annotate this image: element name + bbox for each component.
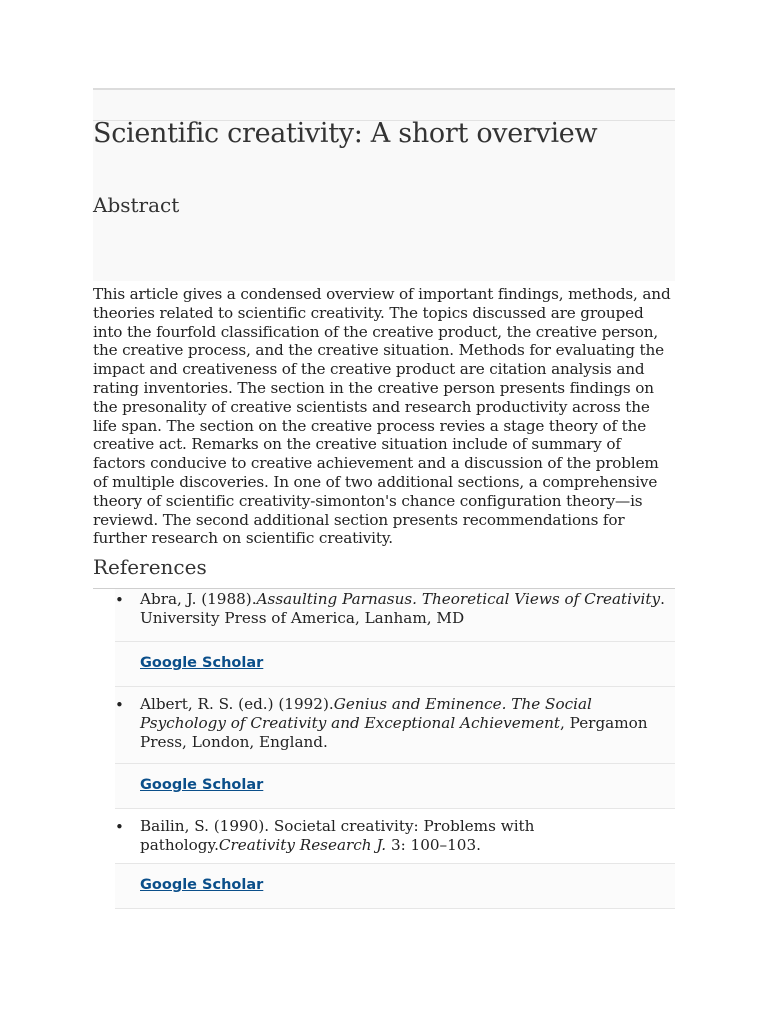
- reference-publisher: 3: 100–103.: [386, 835, 481, 854]
- header-band: [93, 88, 675, 232]
- bullet-icon: •: [115, 818, 124, 836]
- reference-item: [115, 687, 675, 809]
- abstract-text: This article gives a condensed overview of important findings, methods, and theories related to scientific creativity. The topics discussed are grouped into the fourfold classification of the creative product, the creative person, the creative process, and the creative situation. Methods for evaluating the impact and creativeness of the creative product are citation analysis and rating inventories. The section in the creative person presents findings on the presonality of creative scientists and research productivity across the life span. The section on the creative process revies a stage theory of the creative act. Remarks on the creative situation include of summary of factors conducive to creative achievement and a discussion of the problem of multiple discoveries. In one of two additional sections, a comprehensive theory of scientific creativity-simonton's chance configuration theory—is reviewd. The second additional section presents recommendations for further research on scientific creativity.: [93, 285, 671, 548]
- references-list: [115, 589, 675, 909]
- references-heading: References: [93, 555, 207, 579]
- reference-citation: [115, 589, 675, 641]
- reference-authors: Albert, R. S. (ed.) (1992).: [140, 695, 334, 713]
- google-scholar-row: [115, 763, 675, 808]
- article-title: Scientific creativity: A short overview: [93, 118, 598, 149]
- google-scholar-row: [115, 641, 675, 686]
- google-scholar-link[interactable]: Google Scholar: [140, 777, 264, 793]
- bullet-icon: •: [115, 696, 124, 714]
- abstract-spacer: [93, 229, 675, 281]
- google-scholar-row: [115, 863, 675, 908]
- google-scholar-link[interactable]: Google Scholar: [140, 877, 264, 893]
- reference-publisher: . University Press of America, Lanham, MD: [140, 590, 665, 627]
- google-scholar-link[interactable]: Google Scholar: [140, 655, 264, 671]
- reference-citation: [115, 809, 675, 863]
- bullet-icon: •: [115, 591, 124, 609]
- reference-publisher: , Pergamon Press, London, England.: [140, 713, 648, 751]
- reference-item: [115, 809, 675, 909]
- reference-authors: Abra, J. (1988).: [140, 590, 257, 608]
- reference-title: Genius and Eminence. The Social Psychology of Creativity and Exceptional Achievement: [140, 695, 592, 732]
- reference-item: [115, 589, 675, 687]
- reference-citation: [115, 687, 675, 763]
- reference-title: Assaulting Parnasus. Theoretical Views of Creativity: [256, 590, 661, 608]
- reference-authors: Bailin, S. (1990). Societal creativity: Problems with pathology.: [140, 817, 535, 854]
- reference-title: Creativity Research J.: [218, 835, 387, 854]
- abstract-heading: Abstract: [93, 193, 180, 217]
